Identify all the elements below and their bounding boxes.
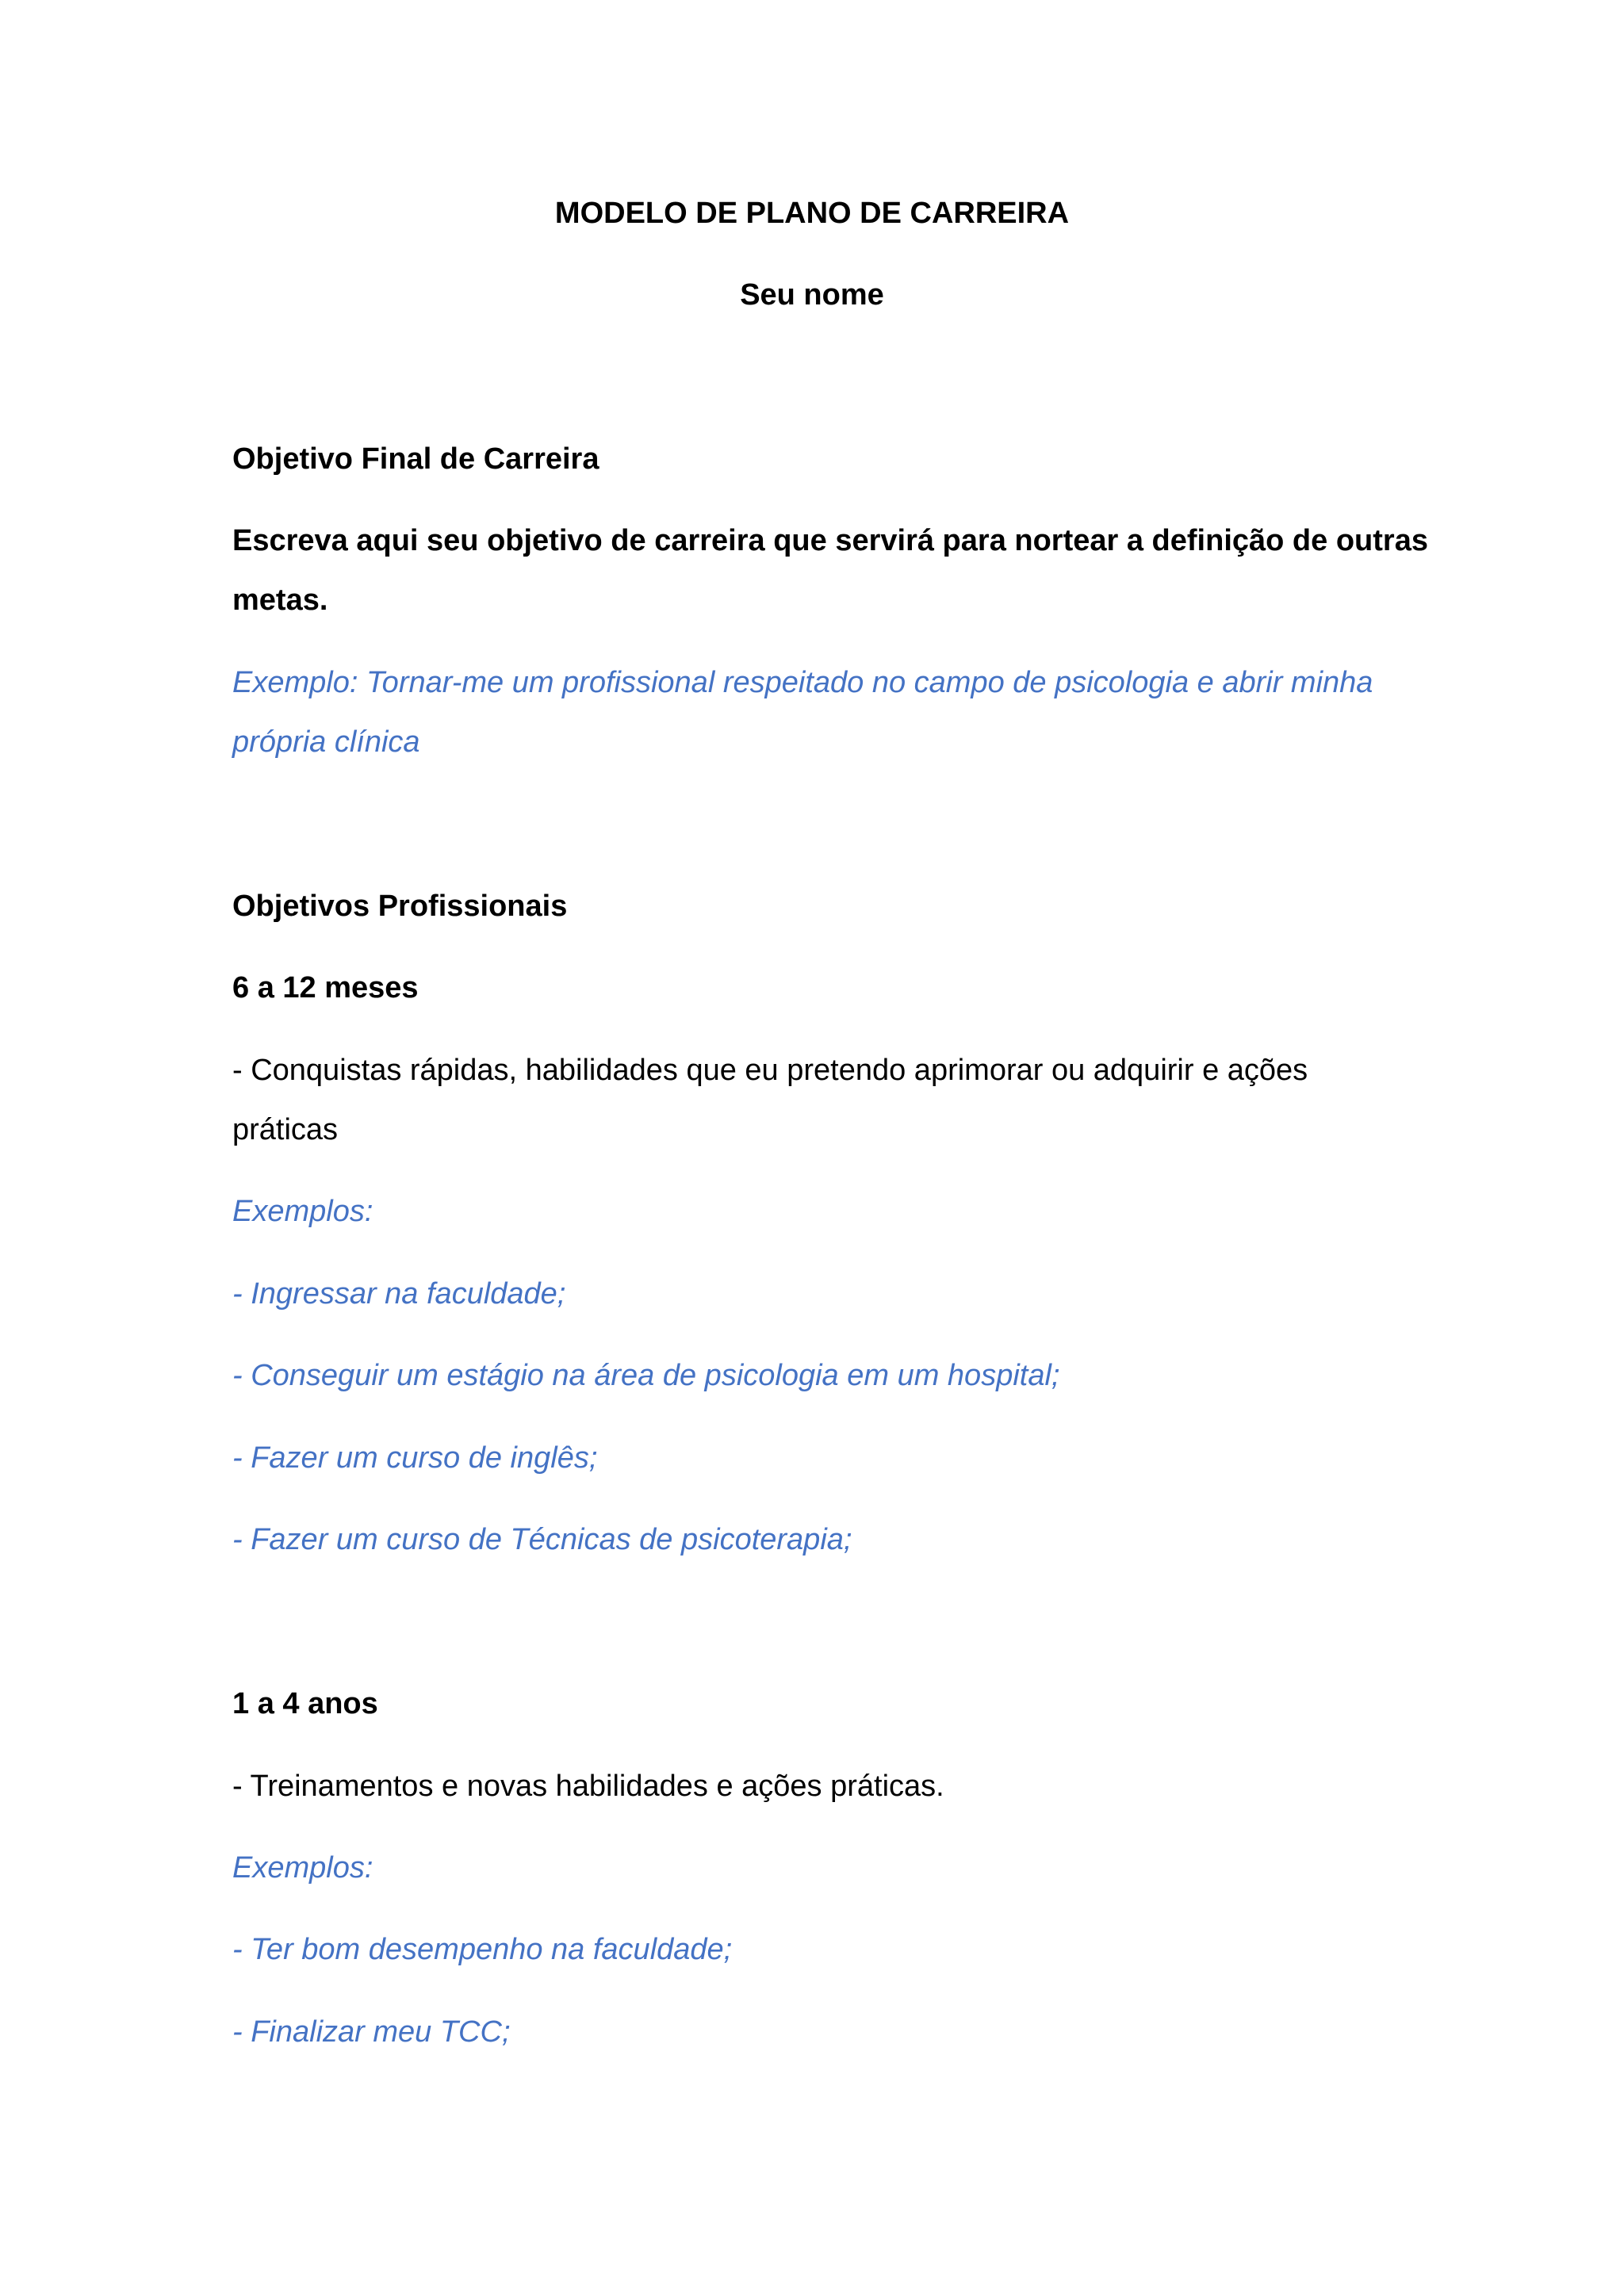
- professional-goals-heading: Objetivos Profissionais: [232, 890, 568, 923]
- final-goal-heading: Objetivo Final de Carreira: [232, 442, 599, 476]
- medium-term-example-item: - Finalizar meu TCC;: [232, 2015, 511, 2049]
- short-term-example-item: - Conseguir um estágio na área de psicologia em um hospital;: [232, 1359, 1060, 1392]
- document-title: MODELO DE PLANO DE CARREIRA: [554, 197, 1070, 230]
- medium-term-example-item: - Ter bom desempenho na faculdade;: [232, 1933, 733, 1966]
- medium-term-examples-label: Exemplos:: [232, 1851, 373, 1885]
- short-term-examples-label: Exemplos:: [232, 1195, 373, 1228]
- name-placeholder: Seu nome: [740, 278, 884, 312]
- short-term-example-item: - Fazer um curso de Técnicas de psicoterapia;: [232, 1523, 852, 1556]
- medium-term-description: - Treinamentos e novas habilidades e ações práticas.: [232, 1770, 944, 1803]
- short-term-description-line2: práticas: [232, 1113, 339, 1146]
- short-term-description-line1: - Conquistas rápidas, habilidades que eu pretendo aprimorar ou adquirir e ações: [232, 1054, 1308, 1087]
- final-goal-example-line1: Exemplo: Tornar-me um profissional respeitado no campo de psicologia e abrir minha: [232, 666, 1373, 699]
- final-goal-instruction-line1: Escreva aqui seu objetivo de carreira que servirá para nortear a definição de outras: [232, 524, 1428, 557]
- short-term-example-item: - Fazer um curso de inglês;: [232, 1441, 598, 1475]
- short-term-heading: 6 a 12 meses: [232, 971, 419, 1004]
- final-goal-example-line2: própria clínica: [232, 725, 420, 759]
- medium-term-heading: 1 a 4 anos: [232, 1687, 378, 1720]
- short-term-example-item: - Ingressar na faculdade;: [232, 1277, 566, 1311]
- final-goal-instruction-line2: metas.: [232, 584, 328, 617]
